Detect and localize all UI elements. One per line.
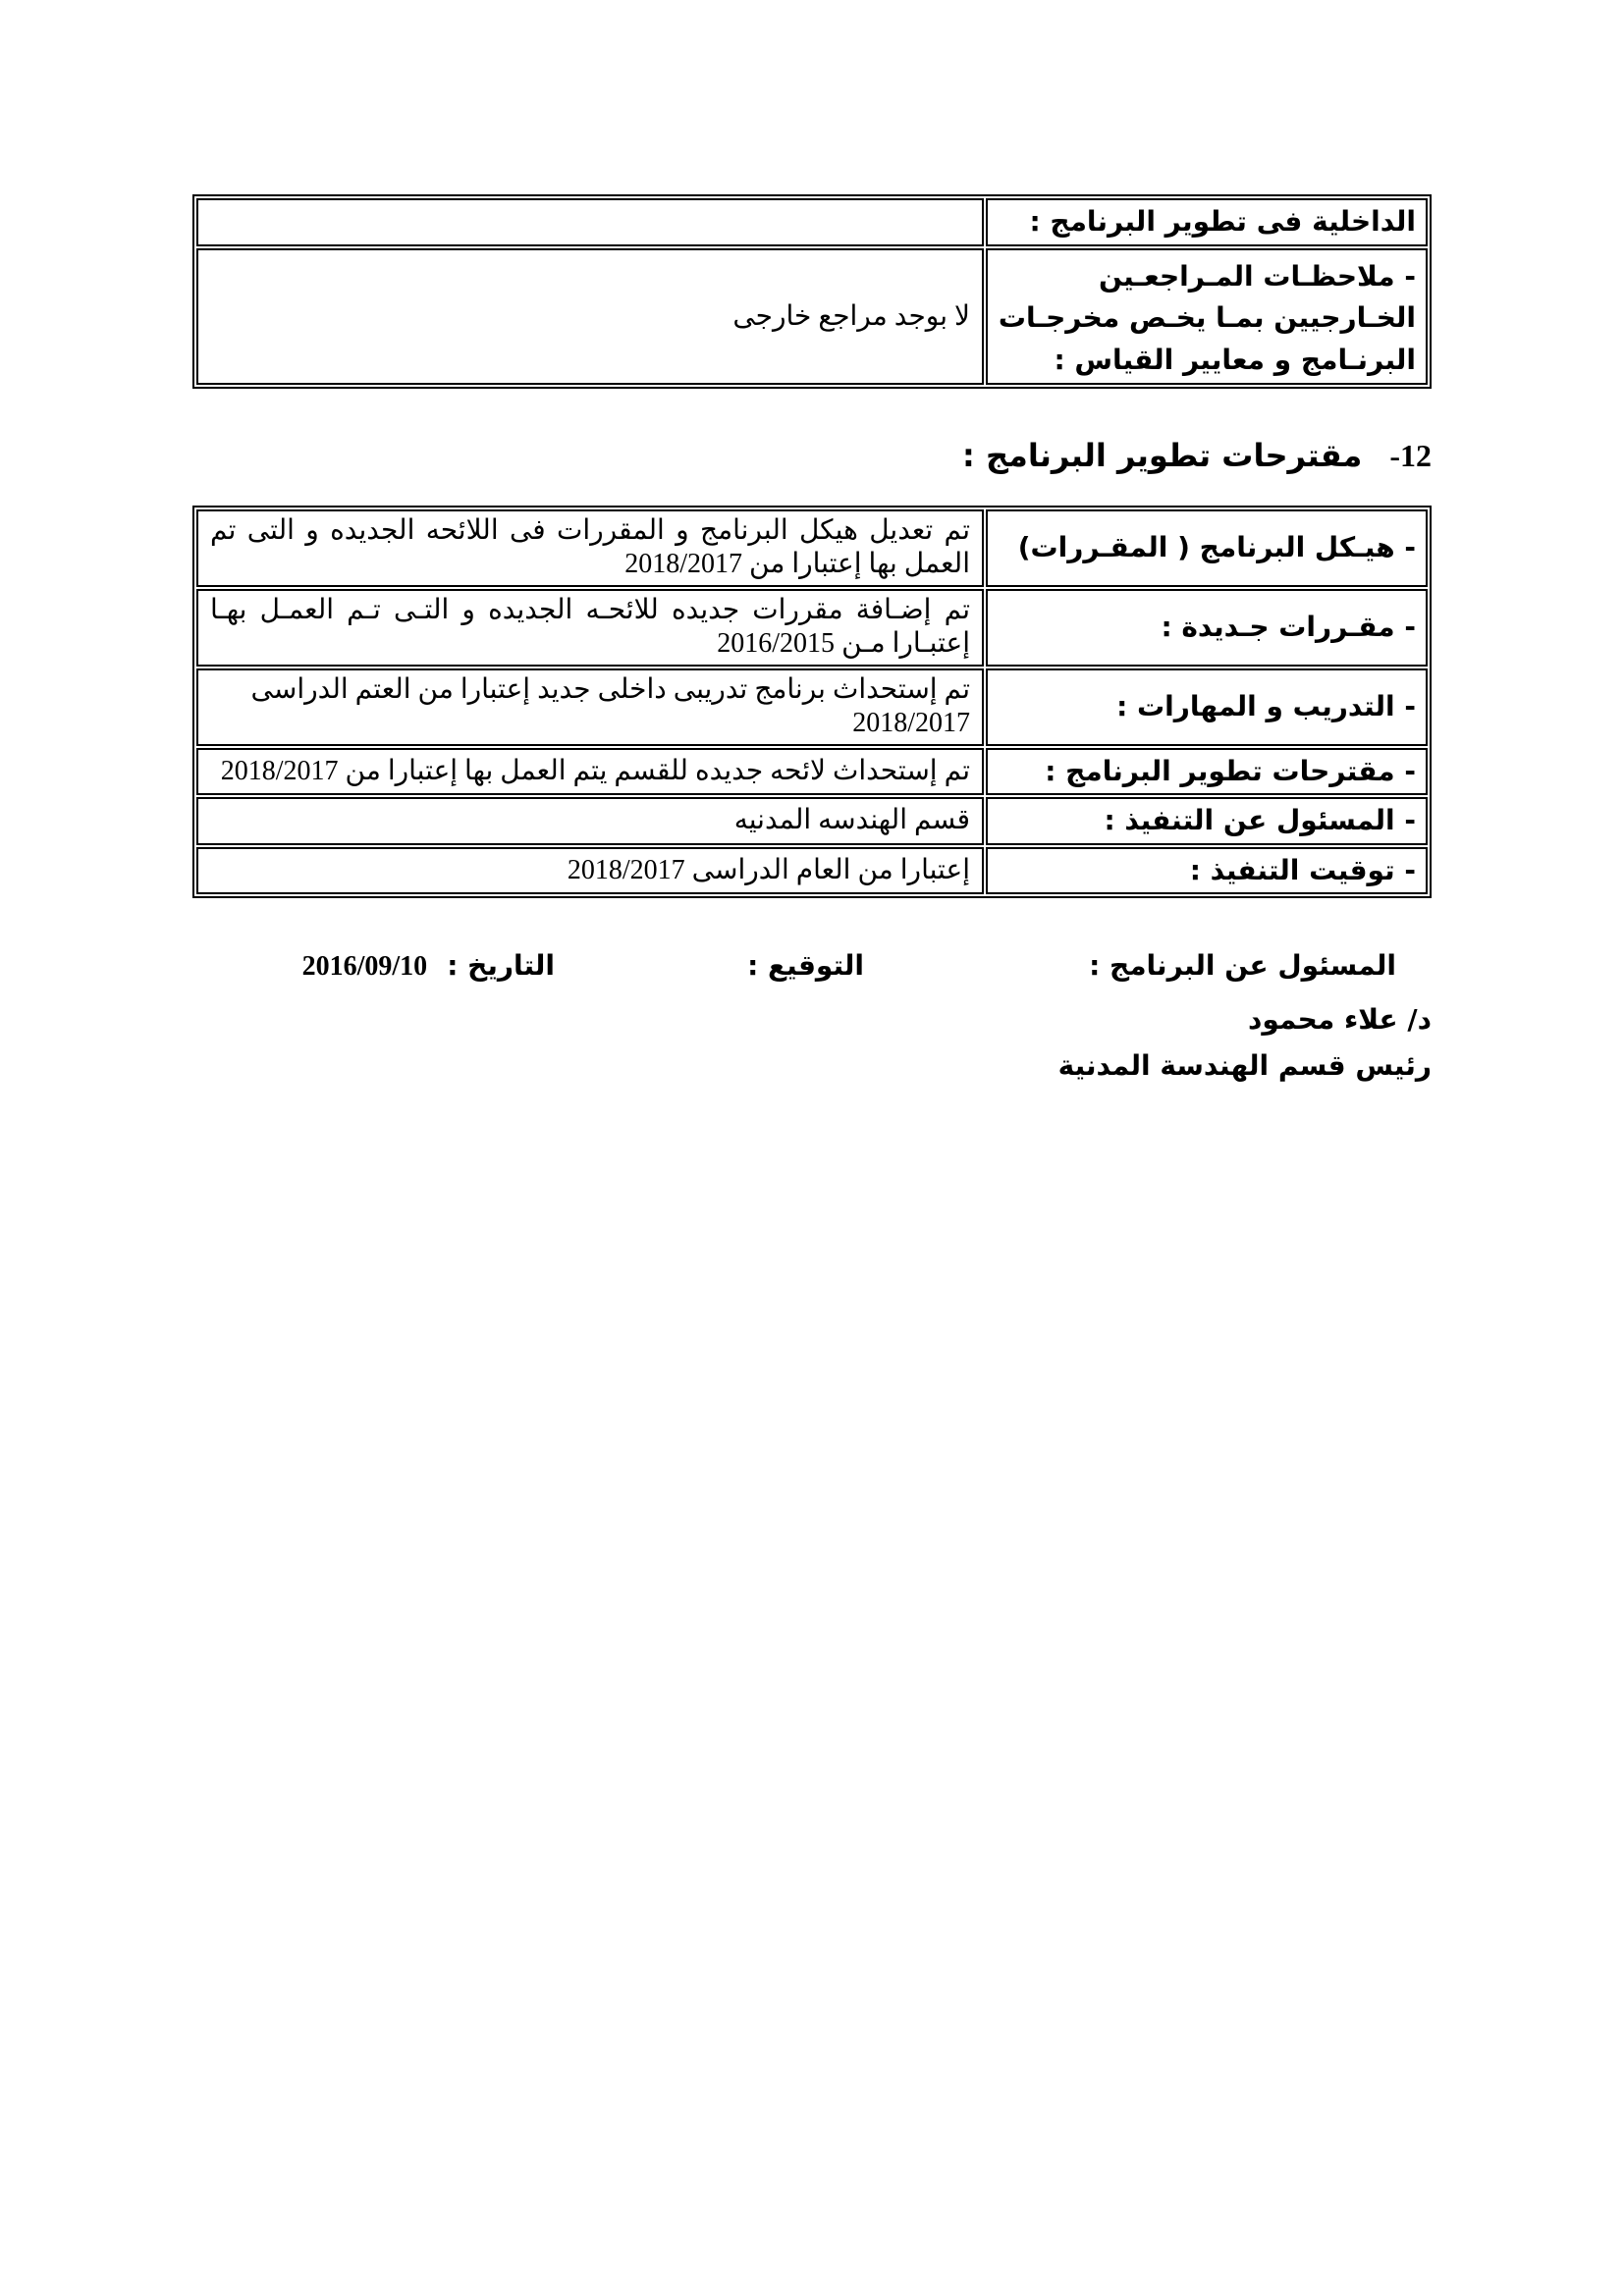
table-row — [196, 797, 1428, 845]
row-content-program-structure: تم تعديل هيكل البرنامج و المقررات فى اللائحه الجديده و التى تم العمل بها إعتبارا من 2018/2017 — [196, 509, 984, 587]
responsible-title: رئيس قسم الهندسة المدنية — [1057, 1049, 1432, 1083]
program-responsible-label: المسئول عن البرنامج : — [1089, 949, 1396, 983]
date-value: 2016/09/10 — [301, 951, 428, 983]
row-label-execution-responsible: - المسئول عن التنفيذ : — [986, 797, 1428, 845]
date-label: التاريخ : — [447, 949, 555, 983]
table-row — [196, 589, 1428, 667]
row-label-training-skills: - التدريب و المهارات : — [986, 668, 1428, 746]
table-row — [196, 668, 1428, 746]
external-reviewers-table — [192, 194, 1432, 389]
development-proposals-table — [192, 506, 1432, 898]
row-content-training-skills: تم إستحداث برنامج تدريبى داخلى جديد إعتبارا من العتم الدراسى 2018/2017 — [196, 668, 984, 746]
signature-block — [192, 949, 1432, 1089]
section-title: مقترحات تطوير البرنامج : — [962, 437, 1363, 475]
row-content-execution-timing: إعتبارا من العام الدراسى 2018/2017 — [196, 847, 984, 895]
section-heading — [192, 434, 1432, 478]
row-label-program-structure: - هيـكل البرنامج ( المقـررات) — [986, 509, 1428, 587]
row-label-internal-development: الداخلية فى تطوير البرنامج : — [986, 198, 1428, 246]
row-content-no-external-reviewer: لا بوجد مراجع خارجى — [196, 248, 984, 386]
row-content-empty — [196, 198, 984, 246]
date-field — [302, 949, 555, 983]
row-content-development-proposals: تم إستحداث لائحه جديده للقسم يتم العمل بها إعتبارا من 2018/2017 — [196, 748, 984, 796]
table-row — [196, 248, 1428, 386]
table-row — [196, 847, 1428, 895]
section-number: 12- — [1389, 438, 1432, 474]
table-row — [196, 748, 1428, 796]
signature-line — [192, 949, 1432, 996]
page-content — [192, 0, 1432, 1089]
row-label-external-reviewers-notes: - ملاحظـات المـراجعـين الخـارجيين بمـا يخـص مخرجـات البرنـامج و معايير القياس : — [986, 248, 1428, 386]
row-label-development-proposals: - مقترحات تطوير البرنامج : — [986, 748, 1428, 796]
table-row — [196, 198, 1428, 246]
row-label-execution-timing: - توقيت التنفيذ : — [986, 847, 1428, 895]
row-content-execution-responsible: قسم الهندسه المدنيه — [196, 797, 984, 845]
row-label-new-courses: - مقـررات جـديدة : — [986, 589, 1428, 667]
row-content-new-courses: تم إضـافة مقررات جديده للائحـه الجديده و التـى تـم العمـل بهـا إعتبـارا مـن 2016/2015 — [196, 589, 984, 667]
table-row — [196, 509, 1428, 587]
signature-label: التوقيع : — [747, 949, 864, 983]
responsible-name: د/ علاء محمود — [1247, 1003, 1432, 1037]
